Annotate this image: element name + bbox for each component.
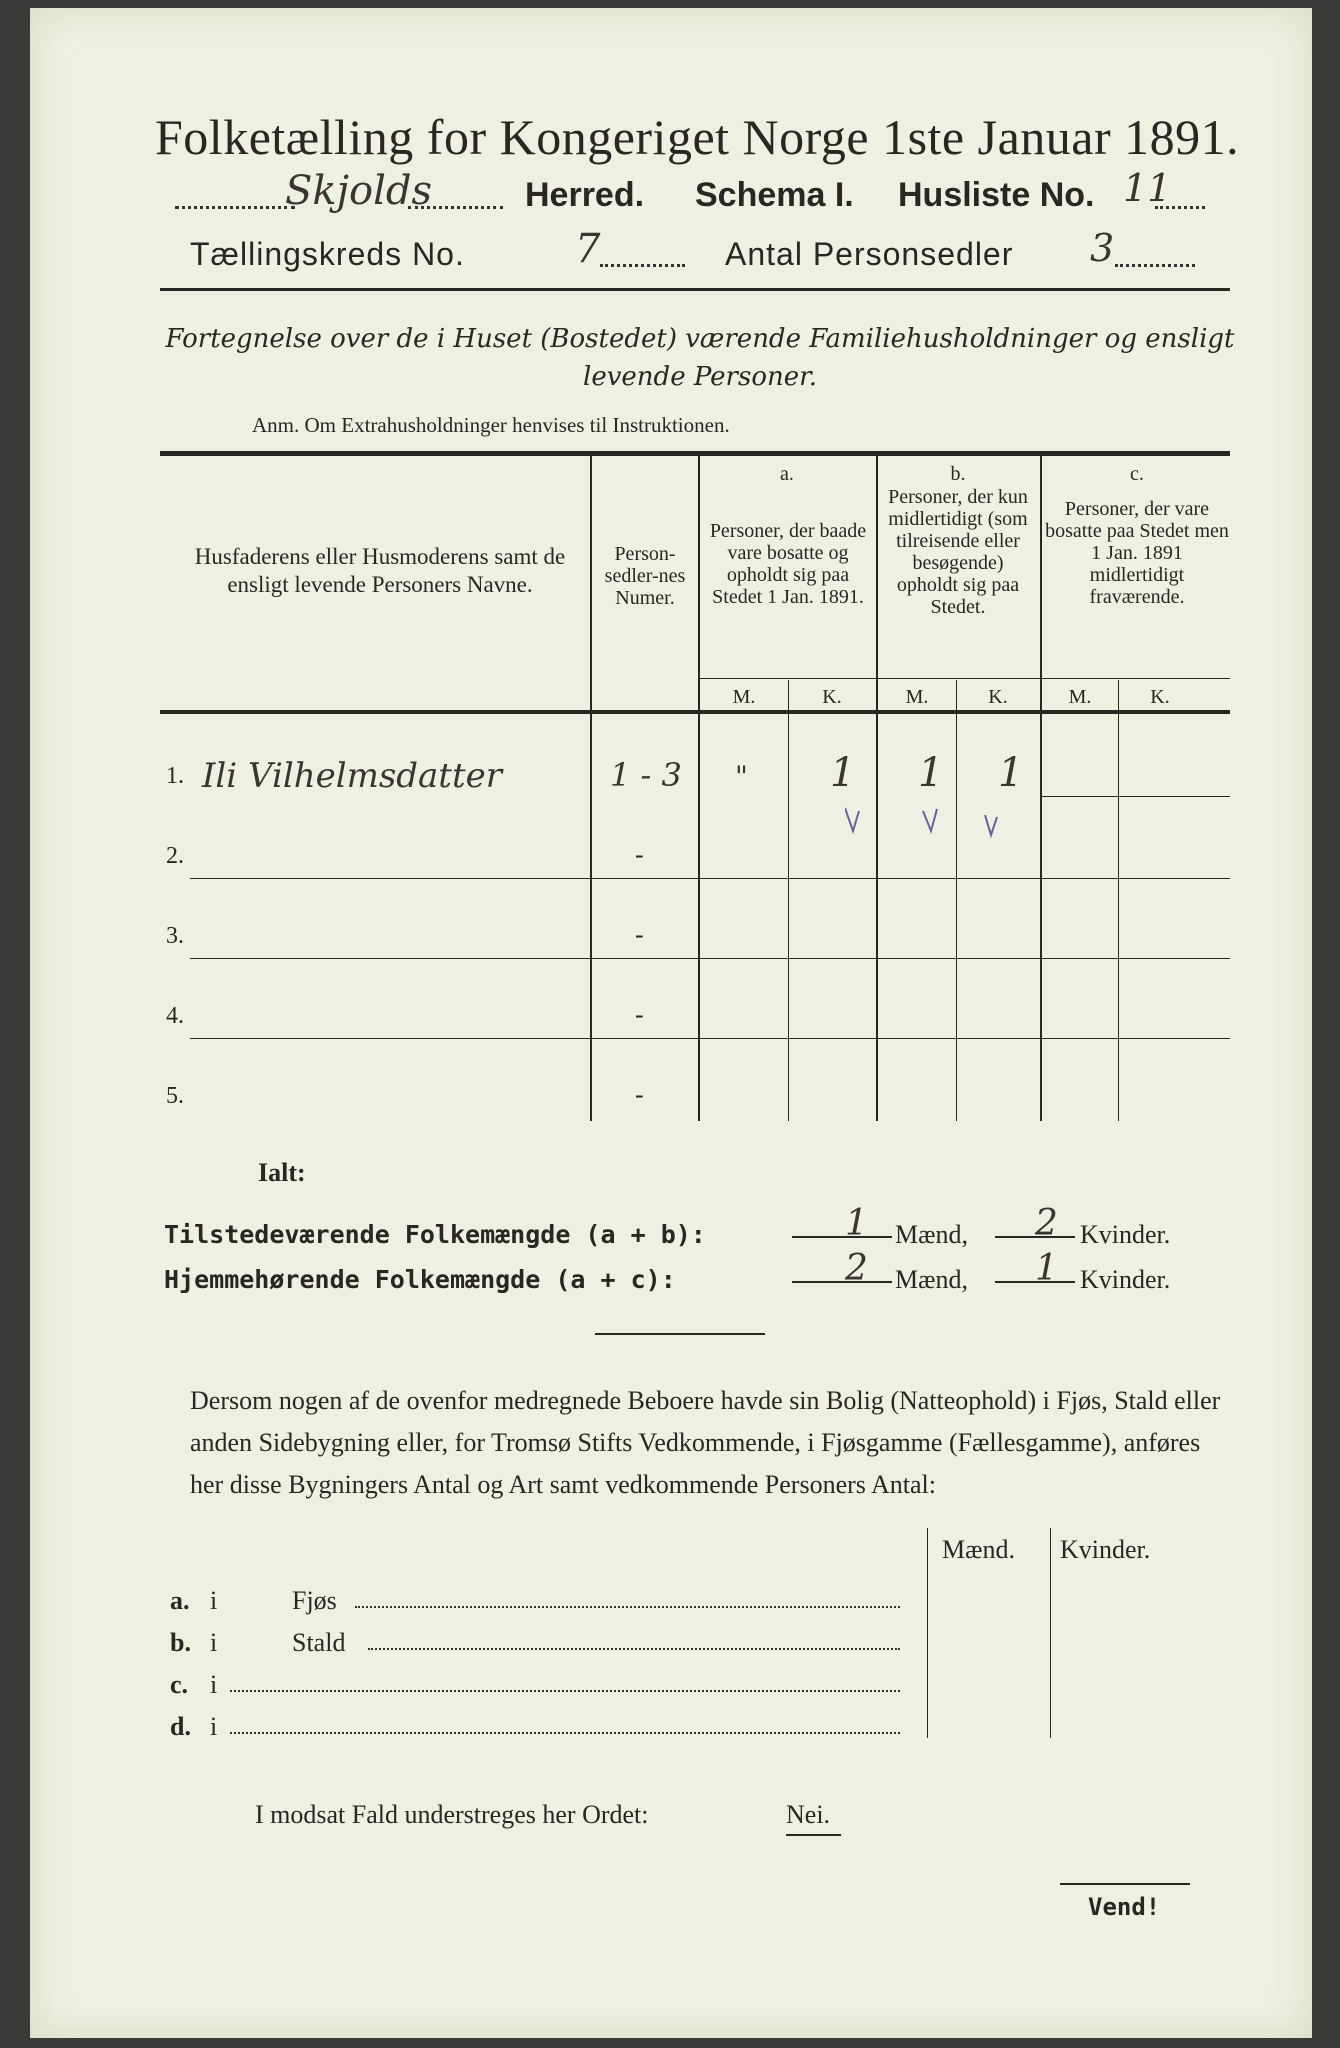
fill-line: [792, 1236, 892, 1238]
col-c-m: M.: [1068, 686, 1092, 708]
bldg-letter: b.: [170, 1628, 191, 1657]
husliste-label: Husliste No.: [898, 176, 1095, 214]
row-rule: [590, 1038, 1230, 1039]
table-top-rule: [160, 451, 1230, 456]
hjemme-label: Hjemmehørende Folkemængde (a + c):: [164, 1265, 676, 1294]
personsedler-numer: -: [635, 840, 644, 869]
antal-value: 3: [1090, 226, 1115, 270]
row-rule: [1040, 796, 1230, 797]
col-name-header: Husfaderens eller Husmoderens samt de ensligt levende Personers Navne.: [194, 544, 566, 597]
intro-text: Fortegnelse over de i Huset (Bostedet) værende Familiehusholdninger og ensligt levende Personer.: [165, 324, 1235, 392]
tilstede-label: Tilstedeværende Folkemængde (a + b):: [164, 1220, 706, 1249]
kreds-dots: [600, 264, 685, 267]
col-c-letter: c.: [1130, 463, 1144, 485]
census-form-page: [30, 8, 1312, 2038]
row-rule: [590, 958, 1230, 959]
table-divider: [1118, 680, 1119, 1121]
row-number: 1.: [166, 763, 184, 789]
herred-label: Herred.: [525, 176, 645, 214]
table-header-rule: [160, 710, 1230, 714]
kvinder-label: Kvinder.: [1080, 1220, 1171, 1249]
row-number: 2.: [166, 843, 184, 869]
antal-label: Antal Personsedler: [725, 236, 1014, 272]
row-number: 5.: [166, 1083, 184, 1109]
header-rule: [160, 288, 1230, 291]
kreds-label: Tællingskreds No.: [190, 236, 465, 272]
nei-underline: [786, 1834, 841, 1836]
col-b-k: K.: [988, 686, 1008, 708]
personsedler-numer: -: [635, 1000, 644, 1029]
cell-b-k: 1: [998, 750, 1024, 796]
bldg-prep: i: [210, 1670, 218, 1699]
vend-label: Vend!: [1088, 1893, 1161, 1921]
form-title: Folketælling for Kongeriget Norge 1ste Januar 1891.: [155, 109, 1240, 165]
table-divider: [1040, 456, 1042, 1121]
bldg-dots: [230, 1690, 900, 1692]
husliste-value: 11: [1123, 166, 1172, 210]
herred-dots: [175, 206, 295, 209]
herred-value: Skjolds: [285, 168, 433, 214]
col-b-m: M.: [905, 686, 929, 708]
col-a-m: M.: [732, 686, 756, 708]
husliste-dots: [1155, 206, 1205, 209]
nei-word: Nei.: [786, 1800, 831, 1829]
hjemme-maend: 2: [845, 1248, 868, 1289]
kreds-value: 7: [575, 226, 601, 272]
table-divider: [788, 680, 789, 1121]
row-rule: [590, 878, 1230, 879]
row-rule: [190, 878, 590, 879]
bldg-label: Fjøs: [292, 1586, 337, 1615]
herred-dots-right: [408, 206, 503, 209]
section-divider: [595, 1333, 765, 1335]
vend-rule: [1060, 1883, 1190, 1885]
maend-label: Mænd,: [895, 1265, 968, 1294]
col-numer-header: Person-sedler-nes Numer.: [604, 543, 686, 609]
col-a-letter: a.: [780, 463, 794, 485]
col-c-header: Personer, der vare bosatte paa Stedet men 1 Jan. 1891 midlertidigt fraværende.: [1045, 498, 1229, 608]
maend-label: Mænd,: [895, 1220, 968, 1249]
tilstede-kvinder: 2: [1035, 1203, 1058, 1244]
row-rule: [190, 1038, 590, 1039]
antal-dots: [1115, 264, 1195, 267]
cell-b-m: 1: [918, 750, 944, 796]
row-number: 4.: [166, 1003, 184, 1029]
col-b-header: Personer, der kun midlertidigt (som tilreisende eller besøgende) opholdt sig paa Stedet.: [888, 486, 1028, 618]
hjemme-kvinder: 1: [1035, 1248, 1058, 1289]
bldg-dots: [355, 1606, 900, 1608]
kvinder-label: Kvinder.: [1080, 1265, 1171, 1294]
table-divider: [590, 456, 592, 1121]
person-name: Ili Vilhelmsdatter: [202, 756, 503, 796]
col-b-letter: b.: [950, 463, 966, 485]
col-a-k: K.: [822, 686, 842, 708]
buildings-divider: [1050, 1528, 1051, 1738]
buildings-paragraph: Dersom nogen af de ovenfor medregnede Beboere havde sin Bolig (Natteophold) i Fjøs, Stald eller anden Sidebygning eller, for Tromsø Stifts Vedkommende, i Fjøsgamme (Fællesgamme), anføres her disse Bygningers Antal og Art samt vedkommende Personers Antal:: [190, 1386, 1221, 1499]
ialt-label: Ialt:: [258, 1158, 306, 1187]
buildings-divider: [927, 1528, 928, 1738]
bldg-label: Stald: [292, 1628, 346, 1657]
bldg-letter: a.: [170, 1586, 190, 1615]
checkmarks: [845, 803, 1005, 843]
table-divider: [956, 680, 957, 1121]
bldg-letter: d.: [170, 1712, 191, 1741]
personsedler-numer: -: [635, 920, 644, 949]
personsedler-numer: 1 - 3: [610, 756, 682, 794]
bldg-prep: i: [210, 1628, 218, 1657]
row-number: 3.: [166, 923, 184, 949]
table-divider: [876, 456, 878, 1121]
bldg-letter: c.: [170, 1670, 189, 1699]
row-rule: [190, 958, 590, 959]
col-a-header: Personer, der baade vare bosatte og opholdt sig paa Stedet 1 Jan. 1891.: [709, 520, 867, 608]
personsedler-numer: -: [635, 1080, 644, 1109]
tilstede-maend: 1: [845, 1203, 868, 1244]
bldg-dots: [230, 1732, 900, 1734]
buildings-maend-header: Mænd.: [942, 1535, 1015, 1564]
mk-rule: [698, 678, 1230, 679]
cell-a-k: 1: [830, 750, 856, 796]
bldg-prep: i: [210, 1586, 218, 1615]
fill-line: [792, 1281, 892, 1283]
col-c-k: K.: [1150, 686, 1170, 708]
buildings-kvinder-header: Kvinder.: [1060, 1535, 1151, 1564]
cell-a-m: ": [735, 760, 748, 793]
schema-label: Schema I.: [695, 176, 854, 214]
bldg-dots: [368, 1648, 900, 1650]
anm-note: Anm. Om Extrahusholdninger henvises til Instruktionen.: [252, 413, 730, 437]
modsat-text: I modsat Fald understreges her Ordet:: [255, 1800, 649, 1829]
bldg-prep: i: [210, 1712, 218, 1741]
table-divider: [698, 456, 700, 1121]
